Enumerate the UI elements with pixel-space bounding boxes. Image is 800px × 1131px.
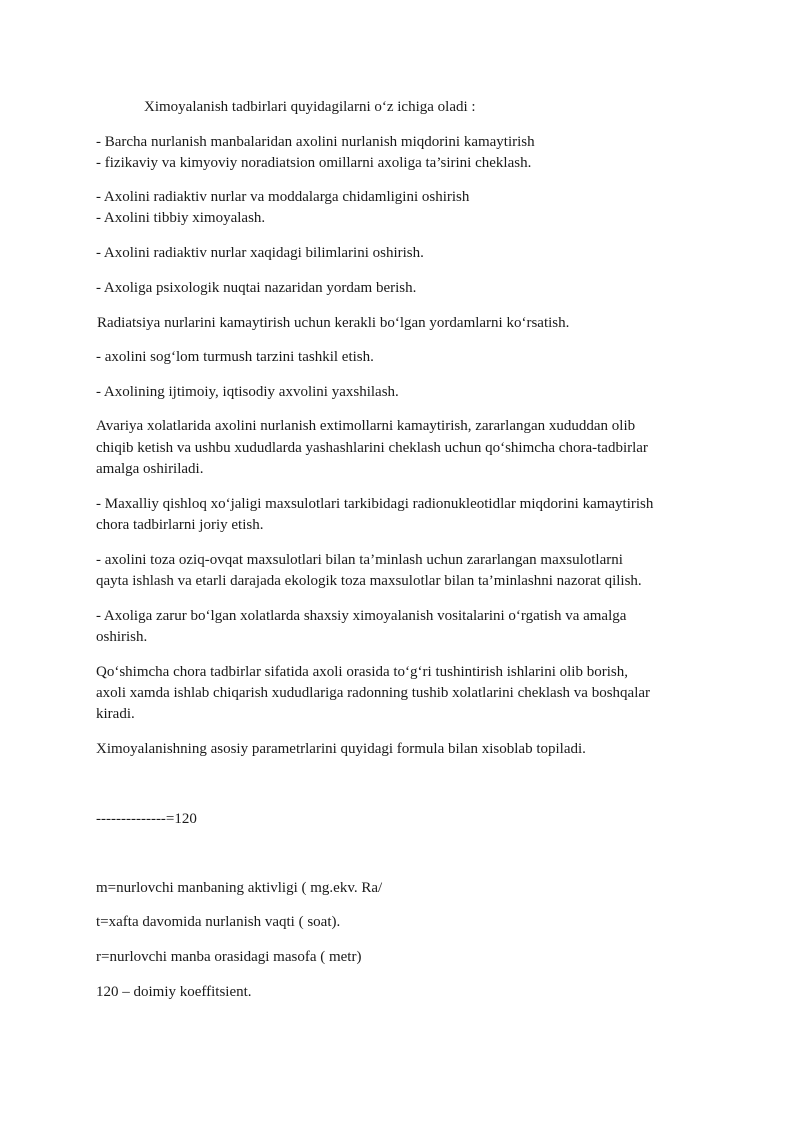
list-item: - Axolini tibbiy ximoyalash. [96, 210, 266, 226]
intro-line: Ximoyalanish tadbirlari quyidagilarni o‘z ichiga oladi : [144, 99, 476, 115]
list-item: - fizikaviy va kimyoviy noradiatsion omillarni axoliga ta’sirini cheklash. [96, 155, 532, 171]
definition-line: m=nurlovchi manbaning aktivligi ( mg.ekv. Ra/ [96, 880, 383, 896]
list-item: - Axolini radiaktiv nurlar xaqidagi bilimlarini oshirish. [96, 245, 424, 261]
paragraph-line: Radiatsiya nurlarini kamaytirish uchun kerakli bo‘lgan yordamlarni ko‘rsatish. [97, 315, 570, 331]
list-item: oshirish. [96, 629, 148, 645]
paragraph-line: Avariya xolatlarida axolini nurlanish extimollarni kamaytirish, zararlangan xududdan olib [96, 418, 636, 434]
list-item: - Barcha nurlanish manbalaridan axolini nurlanish miqdorini kamaytirish [96, 134, 535, 150]
list-item: - axolini toza oziq-ovqat maxsulotlari bilan ta’minlash uchun zararlangan maxsulotlarni [96, 552, 623, 568]
paragraph-line: chiqib ketish va ushbu xududlarda yashashlarini cheklash uchun qo‘shimcha chora-tadbirlar [96, 440, 648, 456]
paragraph-line: Ximoyalanishning asosiy parametrlarini quyidagi formula bilan xisoblab topiladi. [96, 741, 586, 757]
list-item: chora tadbirlarni joriy etish. [96, 517, 264, 533]
list-item: - axolini sog‘lom turmush tarzini tashkil etish. [96, 349, 374, 365]
list-item: - Axoliga zarur bo‘lgan xolatlarda shaxsiy ximoyalanish vositalarini o‘rgatish va amalga [96, 608, 627, 624]
list-item: - Axoliga psixologik nuqtai nazaridan yordam berish. [96, 280, 417, 296]
paragraph-line: kiradi. [96, 706, 135, 722]
definition-line: t=xafta davomida nurlanish vaqti ( soat). [96, 914, 341, 930]
list-item: - Axolining ijtimoiy, iqtisodiy axvolini yaxshilash. [96, 384, 399, 400]
list-item: - Maxalliy qishloq xo‘jaligi maxsulotlari tarkibidagi radionukleotidlar miqdorini kamaytirish [96, 496, 654, 512]
definition-line: 120 – doimiy koeffitsient. [96, 984, 252, 1000]
definition-line: r=nurlovchi manba orasidagi masofa ( metr) [96, 949, 362, 965]
formula-line: --------------=120 [96, 811, 197, 827]
paragraph-line: axoli xamda ishlab chiqarish xududlariga radonning tushib xolatlarini cheklash va boshqalar [96, 685, 651, 701]
paragraph-line: amalga oshiriladi. [96, 461, 204, 477]
list-item: - Axolini radiaktiv nurlar va moddalarga chidamligini oshirish [96, 189, 470, 205]
paragraph-line: Qo‘shimcha chora tadbirlar sifatida axoli orasida to‘g‘ri tushintirish ishlarini olib borish, [96, 664, 628, 680]
list-item: qayta ishlash va etarli darajada ekologik toza maxsulotlar bilan ta’minlashni nazorat qilish. [96, 573, 642, 589]
